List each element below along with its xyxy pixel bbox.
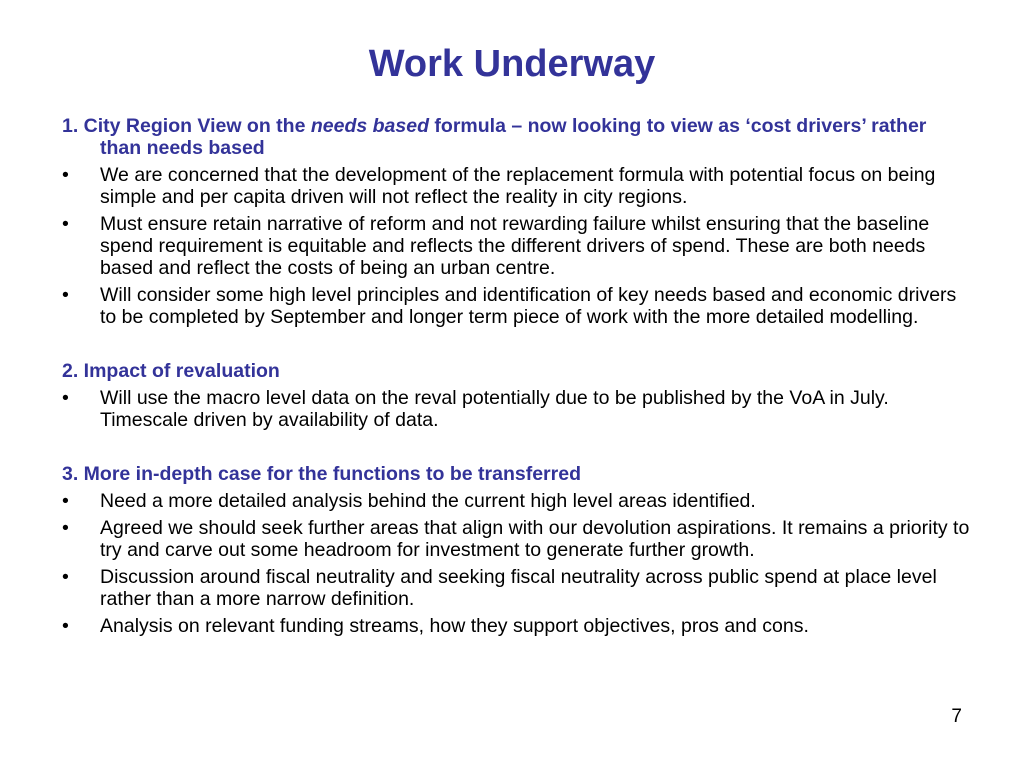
page-number: 7 <box>951 706 962 727</box>
bullet-item <box>62 615 972 637</box>
bullet-dot: • <box>62 517 69 539</box>
bullet-item <box>62 490 972 512</box>
bullet-item <box>62 213 972 279</box>
bullet-text: Agreed we should seek further areas that align with our devolution aspirations. It remains a priority to try and carve out some headroom for investment to generate further growth. <box>100 517 970 561</box>
bullet-dot: • <box>62 213 69 235</box>
bullet-dot: • <box>62 615 69 637</box>
bullet-text: Must ensure retain narrative of reform and not rewarding failure whilst ensuring that the baseline spend requirement is equitable and reflects the different drivers of spend. These are both needs based and reflect the costs of being an urban centre. <box>100 213 930 279</box>
heading-text-post: formula – now looking to view as ‘cost drivers’ rather than needs based <box>100 115 927 159</box>
bullet-text: Will use the macro level data on the reval potentially due to be published by the VoA in July. Timescale driven by availability of data. <box>100 387 889 431</box>
bullet-dot: • <box>62 387 69 409</box>
section-heading-city-region <box>62 115 972 159</box>
bullet-text: Analysis on relevant funding streams, how they support objectives, pros and cons. <box>100 615 809 637</box>
bullet-item <box>62 164 972 208</box>
bullet-text: Discussion around fiscal neutrality and seeking fiscal neutrality across public spend at place level rather than a more narrow definition. <box>100 566 937 610</box>
bullet-item <box>62 566 972 610</box>
bullet-text: Will consider some high level principles and identification of key needs based and economic drivers to be completed by September and longer term piece of work with the more detailed modelling. <box>100 284 957 328</box>
bullet-text: Need a more detailed analysis behind the current high level areas identified. <box>100 490 756 512</box>
bullet-item <box>62 387 972 431</box>
heading-text-pre: 1. City Region View on the <box>62 115 311 137</box>
bullet-dot: • <box>62 284 69 306</box>
section-heading-revaluation: 2. Impact of revaluation <box>62 360 280 382</box>
bullet-dot: • <box>62 164 69 186</box>
bullet-text: We are concerned that the development of the replacement formula with potential focus on being simple and per capita driven will not reflect the reality in city regions. <box>100 164 936 208</box>
heading-emphasis: needs based <box>310 115 429 137</box>
section-heading-functions-transferred: 3. More in-depth case for the functions to be transferred <box>62 463 581 485</box>
slide-content <box>62 115 972 642</box>
bullet-item <box>62 517 972 561</box>
bullet-dot: • <box>62 490 69 512</box>
bullet-dot: • <box>62 566 69 588</box>
bullet-item <box>62 284 972 328</box>
slide-title: Work Underway <box>368 43 656 85</box>
